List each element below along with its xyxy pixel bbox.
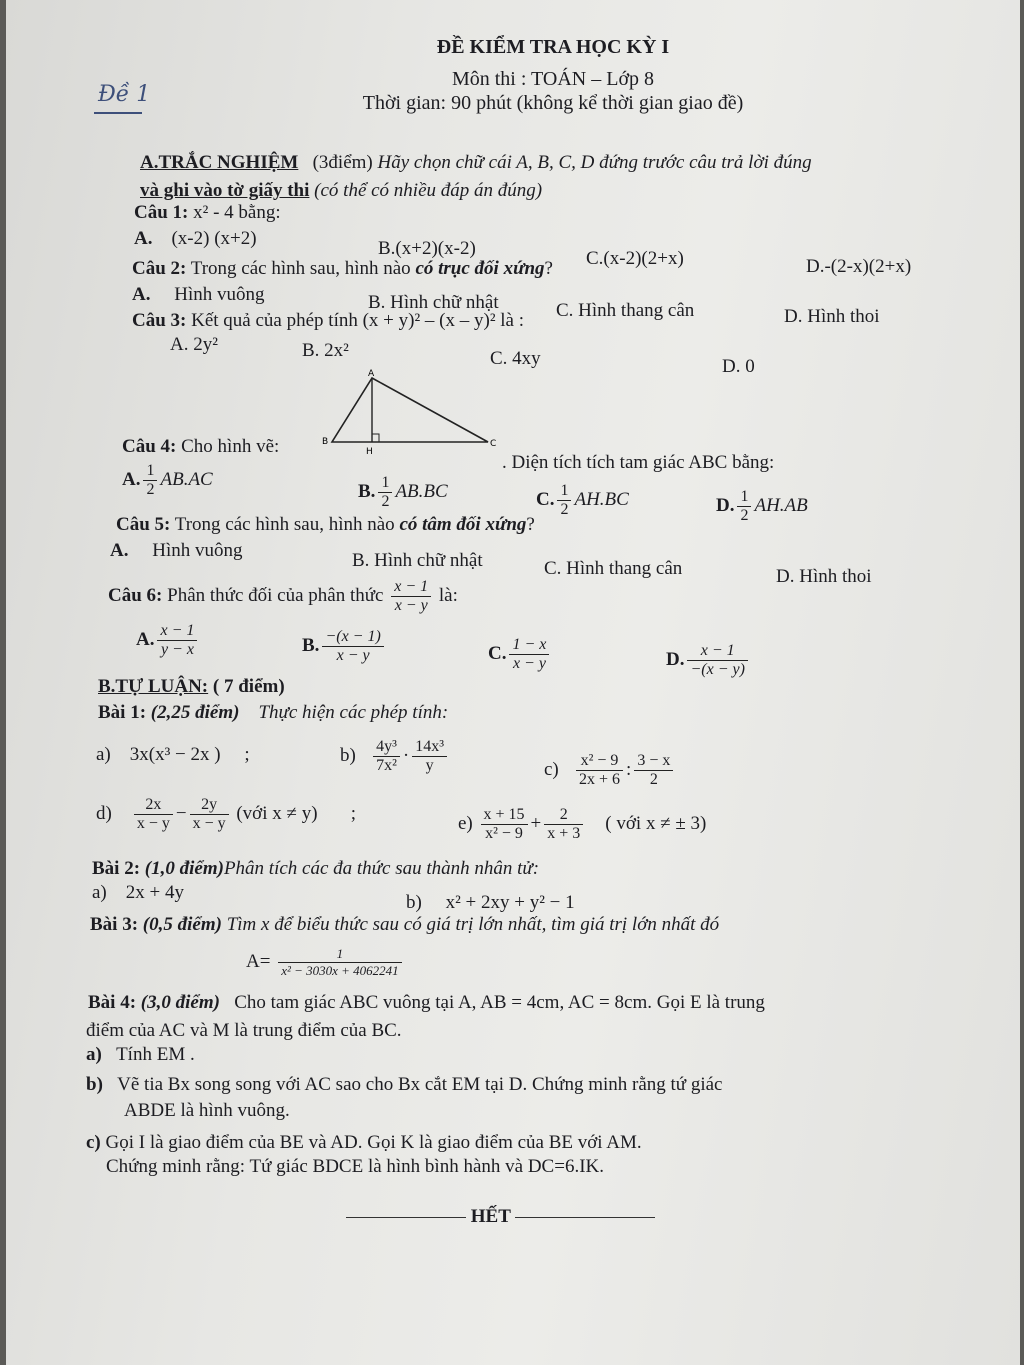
part-b-heading bbox=[98, 676, 285, 698]
q5-text: Trong các hình sau, hình nào bbox=[174, 514, 395, 535]
label-h: H bbox=[366, 447, 373, 456]
frac-num: 3 − x bbox=[634, 752, 673, 771]
bai4-c bbox=[86, 1132, 642, 1154]
bai4-points: (3,0 điểm) bbox=[140, 992, 220, 1013]
bai1-text: Thực hiện các phép tính: bbox=[258, 702, 449, 723]
separator: ; bbox=[350, 802, 357, 824]
frac-den: x² − 3030x + 4062241 bbox=[281, 963, 399, 978]
op: + bbox=[530, 812, 542, 834]
frac-den: x + 3 bbox=[547, 825, 581, 842]
q1-label: Câu 1: bbox=[134, 202, 189, 223]
frac-den: 2 bbox=[381, 493, 390, 510]
frac-num: 1 bbox=[278, 946, 401, 963]
frac-den: 2 bbox=[740, 507, 749, 524]
frac-num: 2 bbox=[544, 806, 583, 825]
part-a-instructions: Hãy chọn chữ cái A, B, C, D đứng trước câu trả lời đúng bbox=[377, 152, 812, 173]
q6-option-b bbox=[302, 628, 387, 665]
expr-lhs: A= bbox=[246, 950, 271, 972]
part-a-instructions-2 bbox=[140, 180, 542, 202]
part-a-label: A.TRẮC NGHIỆM bbox=[140, 152, 299, 173]
opt-letter: A. bbox=[136, 628, 155, 650]
end-rule-right bbox=[515, 1217, 655, 1218]
frac-den: y − x bbox=[160, 641, 194, 658]
q4-option-a bbox=[122, 462, 213, 499]
question-3 bbox=[132, 310, 524, 332]
bai3-label: Bài 3: bbox=[90, 914, 139, 935]
bai2-points: (1,0 điểm) bbox=[144, 858, 224, 879]
bai4-label: Bài 4: bbox=[88, 992, 137, 1013]
frac-den: x − y bbox=[394, 597, 428, 614]
question-4 bbox=[122, 436, 279, 458]
item-letter: e) bbox=[458, 812, 473, 834]
opt-text: Hình vuông bbox=[174, 284, 265, 305]
item-letter: b) bbox=[340, 744, 356, 766]
question-6 bbox=[108, 578, 458, 615]
q6-option-c bbox=[488, 636, 552, 673]
bai2-text: Phân tích các đa thức sau thành nhân tử: bbox=[223, 858, 540, 879]
bai3-points: (0,5 điểm) bbox=[142, 914, 222, 935]
op: − bbox=[175, 802, 187, 824]
exam-time: Thời gian: 90 phút (không kể thời gian giao đề) bbox=[362, 92, 744, 114]
frac-num: 1 bbox=[737, 488, 751, 507]
frac-num: 14x³ bbox=[412, 738, 447, 757]
q2-emph: có trục đối xứng bbox=[415, 258, 545, 279]
bai3-expression bbox=[246, 946, 405, 979]
q4-option-b bbox=[358, 474, 448, 511]
opt-letter: D. bbox=[666, 648, 685, 670]
exam-subject: Môn thi : TOÁN – Lớp 8 bbox=[451, 68, 655, 90]
frac-num: x² − 9 bbox=[576, 752, 623, 771]
opt-letter: B. bbox=[302, 634, 320, 656]
bai-4 bbox=[88, 992, 765, 1014]
bai1-label: Bài 1: bbox=[98, 702, 147, 723]
opt-text: Hình vuông bbox=[152, 540, 243, 561]
opt-text: AB.AC bbox=[160, 468, 213, 490]
frac-den: 2 bbox=[560, 501, 569, 518]
op: : bbox=[626, 758, 632, 780]
bai-2 bbox=[92, 858, 539, 880]
bai1-d bbox=[96, 796, 356, 833]
bai2-a bbox=[92, 882, 184, 904]
question-1 bbox=[134, 202, 281, 224]
item-letter: b) bbox=[406, 892, 422, 913]
q2-option-c: C. Hình thang cân bbox=[556, 300, 695, 321]
opt-letter: A. bbox=[132, 284, 151, 305]
opt-letter: C. bbox=[536, 488, 555, 510]
handwritten-note: Đề 1 bbox=[98, 82, 151, 107]
frac-num: −(x − 1) bbox=[322, 628, 383, 647]
frac-den: 2 bbox=[146, 481, 155, 498]
bai4-c-2: Chứng minh rằng: Tứ giác BDCE là hình bình hành và DC=6.IK. bbox=[106, 1156, 604, 1177]
q5-option-a bbox=[110, 540, 242, 562]
triangle-figure bbox=[322, 368, 498, 456]
q2-label: Câu 2: bbox=[132, 258, 187, 279]
q3-text: Kết quả của phép tính (x + y)² – (x – y)² là : bbox=[191, 310, 525, 331]
q6-end: là: bbox=[438, 584, 458, 606]
q3-option-c: C. 4xy bbox=[490, 348, 541, 369]
q6-label: Câu 6: bbox=[108, 584, 163, 606]
frac-den: y bbox=[425, 757, 434, 774]
end-rule-left bbox=[346, 1217, 466, 1218]
bai3-text: Tìm x để biểu thức sau có giá trị lớn nhất, tìm giá trị lớn nhất đó bbox=[226, 914, 720, 935]
opt-letter: A. bbox=[110, 540, 129, 561]
item-letter: a) bbox=[86, 1044, 102, 1065]
q6-option-d bbox=[666, 642, 751, 679]
q1-option-c: C.(x-2)(2+x) bbox=[586, 248, 684, 269]
frac-den: x − y bbox=[512, 655, 546, 672]
label-c: C bbox=[490, 439, 497, 449]
condition: ( với x ≠ ± 3) bbox=[605, 812, 707, 834]
bai4-text-2: điểm của AC và M là trung điểm của BC. bbox=[86, 1020, 402, 1041]
item-letter: a) bbox=[96, 744, 111, 765]
part-a-heading bbox=[140, 152, 812, 174]
frac-num: 1 − x bbox=[509, 636, 549, 655]
q3-option-a: A. 2y² bbox=[170, 334, 218, 355]
frac-num: x − 1 bbox=[157, 622, 197, 641]
bai4-b-2: ABDE là hình vuông. bbox=[124, 1100, 290, 1121]
q3-option-b: B. 2x² bbox=[302, 340, 349, 361]
item-text: Gọi I là giao điểm của BE và AD. Gọi K là giao điểm của BE với AM. bbox=[105, 1132, 642, 1153]
bai2-b bbox=[406, 892, 575, 914]
bai4-text: Cho tam giác ABC vuông tại A, AB = 4cm, AC = 8cm. Gọi E là trung bbox=[234, 992, 765, 1013]
q5-emph: có tâm đối xứng bbox=[399, 514, 527, 535]
frac-den: x² − 9 bbox=[485, 825, 523, 842]
q2-end: ? bbox=[544, 258, 553, 279]
q5-end: ? bbox=[526, 514, 535, 535]
condition: (với x ≠ y) bbox=[236, 802, 318, 824]
part-a-points: (3điểm) bbox=[312, 152, 373, 173]
label-a: A bbox=[368, 369, 375, 379]
q4-text: Cho hình vẽ: bbox=[181, 436, 280, 457]
item-letter: c) bbox=[544, 758, 559, 780]
expr: x² + 2xy + y² − 1 bbox=[445, 892, 575, 913]
bai1-c bbox=[544, 752, 676, 789]
bai1-e bbox=[458, 806, 706, 843]
q2-text: Trong các hình sau, hình nào bbox=[190, 258, 411, 279]
q2-option-d: D. Hình thoi bbox=[784, 306, 880, 327]
q5-label: Câu 5: bbox=[116, 514, 171, 535]
label-b: B bbox=[322, 437, 329, 447]
bai4-a bbox=[86, 1044, 195, 1066]
q4-option-d bbox=[716, 488, 808, 525]
q3-label: Câu 3: bbox=[132, 310, 187, 331]
opt-text: AH.BC bbox=[574, 488, 629, 510]
item-text: Tính EM . bbox=[116, 1044, 195, 1065]
item-letter: a) bbox=[92, 882, 107, 903]
bai1-a bbox=[96, 744, 250, 766]
frac-num: 4y³ bbox=[373, 738, 400, 757]
question-2 bbox=[132, 258, 553, 280]
opt-text: AH.AB bbox=[754, 494, 808, 516]
q5-option-c: C. Hình thang cân bbox=[544, 558, 683, 579]
question-5 bbox=[116, 514, 535, 536]
frac-den: −(x − y) bbox=[690, 661, 745, 678]
q1-text: x² - 4 bằng: bbox=[193, 202, 281, 223]
q1-option-d: D.-(2-x)(2+x) bbox=[806, 256, 912, 277]
item-text: Vẽ tia Bx song song với AC sao cho Bx cắt EM tại D. Chứng minh rằng tứ giác bbox=[117, 1074, 723, 1095]
frac-den: x − y bbox=[336, 647, 370, 664]
frac-den: x − y bbox=[192, 815, 226, 832]
instr-note: (có thể có nhiều đáp án đúng) bbox=[314, 180, 543, 201]
end-text: HẾT bbox=[470, 1206, 511, 1227]
separator: ; bbox=[244, 744, 250, 765]
expr: 2x + 4y bbox=[125, 882, 184, 903]
exam-title: ĐỀ KIỂM TRA HỌC KỲ I bbox=[436, 36, 670, 58]
op: · bbox=[402, 744, 410, 766]
q2-option-a bbox=[132, 284, 264, 306]
q4-option-c bbox=[536, 482, 629, 519]
q5-option-b: B. Hình chữ nhật bbox=[352, 550, 483, 571]
frac-num: 1 bbox=[143, 462, 157, 481]
frac-num: x + 15 bbox=[481, 806, 528, 825]
opt-letter: A. bbox=[134, 228, 153, 249]
instr-emph: và ghi vào tờ giấy thi bbox=[140, 180, 310, 201]
opt-letter: C. bbox=[488, 642, 507, 664]
frac-num: 1 bbox=[378, 474, 392, 493]
frac-num: x − 1 bbox=[687, 642, 747, 661]
end-marker bbox=[346, 1206, 655, 1228]
q1-option-b: B.(x+2)(x-2) bbox=[378, 238, 476, 259]
expr: 3x(x³ − 2x ) bbox=[129, 744, 221, 765]
q6-text: Phân thức đối của phân thức bbox=[167, 584, 384, 606]
frac-den: x − y bbox=[136, 815, 170, 832]
frac-den: 2 bbox=[649, 771, 658, 788]
bai2-label: Bài 2: bbox=[92, 858, 141, 879]
q3-option-d: D. 0 bbox=[722, 356, 755, 377]
q6-option-a bbox=[136, 622, 200, 659]
item-letter: d) bbox=[96, 802, 112, 824]
item-letter: c) bbox=[86, 1132, 101, 1153]
part-b-points: ( 7 điểm) bbox=[212, 676, 285, 697]
frac-num: 2x bbox=[134, 796, 173, 815]
frac-den: 7x² bbox=[376, 757, 397, 774]
q5-option-d: D. Hình thoi bbox=[776, 566, 872, 587]
frac-den: 2x + 6 bbox=[579, 771, 621, 788]
bai4-b bbox=[86, 1074, 722, 1096]
bai1-b bbox=[340, 738, 450, 775]
item-letter: b) bbox=[86, 1074, 103, 1095]
frac-num: x − 1 bbox=[391, 578, 431, 597]
frac-num: 2y bbox=[190, 796, 229, 815]
bai-1 bbox=[98, 702, 448, 724]
bai1-points: (2,25 điểm) bbox=[150, 702, 240, 723]
frac-num: 1 bbox=[557, 482, 571, 501]
opt-letter: D. bbox=[716, 494, 735, 516]
bai-3 bbox=[90, 914, 719, 936]
opt-text: AB.BC bbox=[395, 480, 448, 502]
part-b-label: B.TỰ LUẬN: bbox=[98, 676, 209, 697]
q4-label: Câu 4: bbox=[122, 436, 177, 457]
opt-letter: A. bbox=[122, 468, 141, 490]
opt-text: (x-2) (x+2) bbox=[171, 228, 257, 249]
q1-option-a bbox=[134, 228, 257, 250]
q2-option-b: B. Hình chữ nhật bbox=[368, 292, 499, 313]
opt-letter: B. bbox=[358, 480, 376, 502]
exam-paper bbox=[6, 0, 1020, 1365]
q4-text-2: . Diện tích tích tam giác ABC bằng: bbox=[502, 452, 775, 473]
